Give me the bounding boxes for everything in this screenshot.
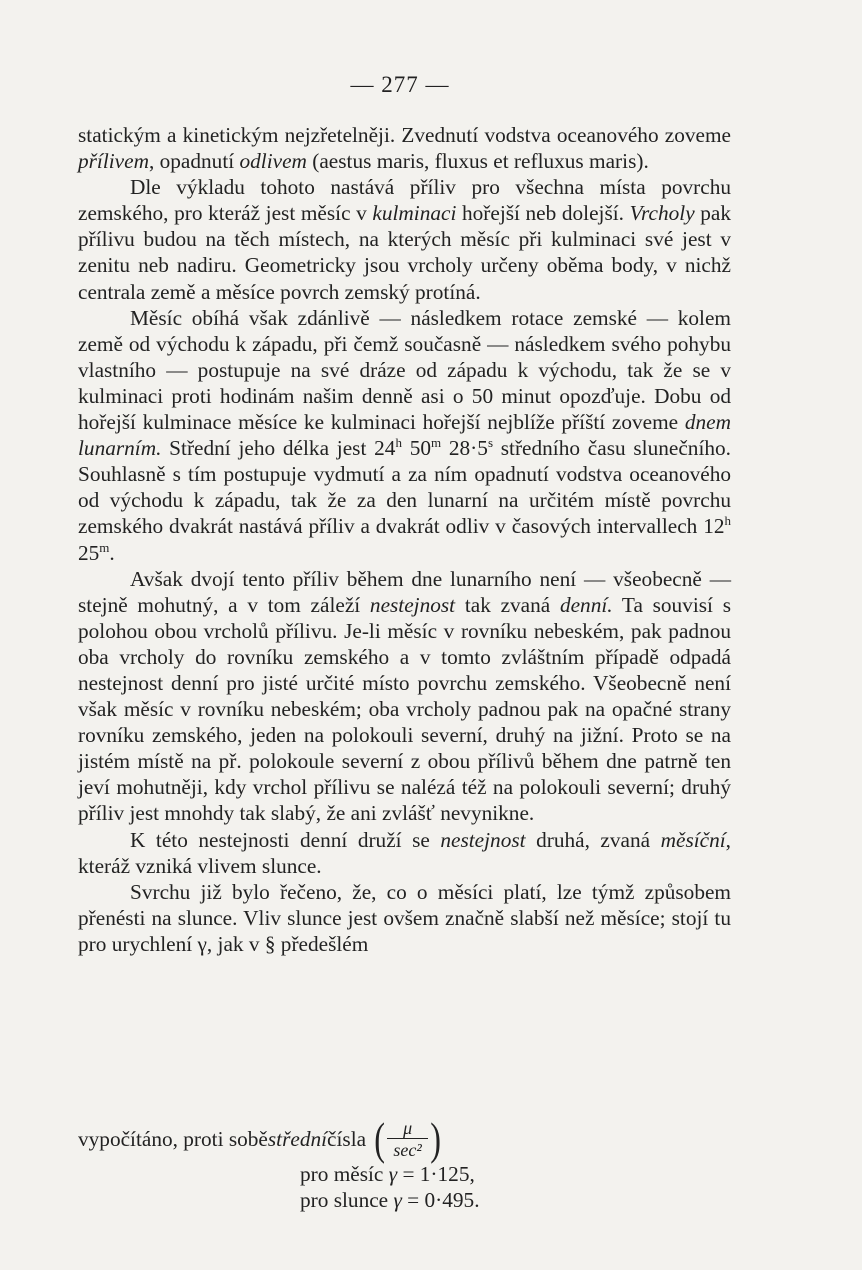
paragraph (78, 566, 731, 827)
gamma-symbol: γ (388, 1162, 398, 1186)
text-run: K této nestejnosti denní druží se (130, 827, 441, 852)
text-run: Svrchu již bylo řečeno, že, co o měsíci platí, lze týmž způsobem přenésti na slunce. Vliv slunce jest ovšem značně slabší než měsíce; stojí tu pro urychlení γ, jak v § předešlém (78, 879, 731, 956)
formula-italic-word: střední (267, 1126, 328, 1151)
italic-text: kulminaci (372, 201, 457, 226)
italic-text: nestejnost (369, 592, 456, 617)
text-run: 28·5 (441, 436, 488, 461)
superscript: h (395, 435, 402, 451)
text-run: hořejší neb dolejší. (456, 201, 630, 226)
formula-line (78, 1113, 731, 1164)
text-run: (aestus maris, fluxus et refluxus maris). (306, 149, 649, 174)
text-run: středního času slunečního. Souhlasně s tím postupuje vydmutí a za ním opadnutí vodstva oceanového od východu k západu, tak že za den lunarní na určitém místě povrchu zemského dvakrát nastává příliv a dvakrát odliv v časových intervallech 12 (78, 436, 731, 539)
formula-text-before: vypočítáno, proti sobě (78, 1126, 268, 1151)
paragraph (78, 174, 731, 304)
paragraph (78, 305, 731, 566)
equation-label: pro měsíc (300, 1162, 389, 1186)
text-run: , opadnutí (148, 149, 240, 174)
gamma-symbol: γ (393, 1188, 402, 1212)
italic-text: měsíční (660, 827, 726, 852)
fraction-body (387, 1118, 427, 1161)
left-paren: ( (374, 1113, 386, 1164)
fraction-numerator: μ (403, 1117, 413, 1138)
italic-text: dnem lunarním. (78, 410, 731, 461)
italic-text: Vrcholy (629, 201, 695, 226)
text-run: Střední jeho délka jest 24 (161, 436, 396, 461)
equation-value: = 1·125, (397, 1162, 475, 1186)
superscript: s (487, 435, 493, 451)
text-run: statickým a kinetickým nejzřetelněji. Zvednutí vodstva oceanového zoveme (78, 123, 731, 147)
text-run: . (109, 540, 115, 565)
text-run: 50 (401, 436, 431, 461)
text-run: Dle výkladu tohoto nastává příliv pro všechna místa povrchu zemského, pro kteráž jest měsíc v (78, 175, 731, 226)
superscript: m (431, 435, 442, 451)
text-run: pak přílivu budou na těch místech, na kterých měsíc při kulminaci své jest v zenitu neb nadiru. Geometricky jsou vrcholy určeny oběma body, v nichž centrala země a měsíce povrch zemský protíná. (78, 201, 732, 304)
text-run: Avšak dvojí tento příliv během dne lunarního není — všeobecně — stejně mohutný, a v tom záleží (78, 566, 731, 617)
fraction-denominator: sec² (387, 1138, 427, 1161)
equation-sun (300, 1188, 480, 1213)
italic-text: odlivem (239, 149, 307, 174)
equation-label: pro slunce (300, 1188, 394, 1212)
text-run: 25 (78, 540, 100, 565)
page-number: — 277 — (350, 72, 450, 97)
text-run: tak zvaná (455, 592, 560, 617)
text-run: Ta souvisí s polohou obou vrcholů přílivu. Je-li měsíc v rovníku nebeském, pak padnou oba vrcholy do rovníku zemského a v tomto zvláštním případě odpadá nestejnost denní pro jisté určité místo povrchu zemského. Všeobecně není však měsíc v rovníku nebeském; oba vrcholy padnou pak na opačné strany rovníku zemského, jeden na polokouli severní, druhý na jižní. Proto se na jistém místě na př. polokoule severní z obou přílivů během dne patrně ten jeví mohutněji, kdy vrchol přílivu se nalézá též na polokouli severní; druhý příliv jest mnohdy tak slabý, že ani zvlášť nevynikne. (78, 592, 731, 826)
formula-text-after: čísla (327, 1126, 367, 1151)
italic-text: přílivem (78, 149, 149, 174)
italic-text: nestejnost (440, 827, 526, 852)
paragraph (78, 827, 731, 879)
text-run: Měsíc obíhá však zdánlivě — následkem rotace zemské — kolem země od východu k západu, při čemž současně — následkem svého pohybu vlastního — postupuje na své dráze od západu k východu, tak že se v kulminaci proti hodinám našim denně asi o 50 minut opozďuje. Dobu od hořejší kulminace měsíce ke kulminaci hořejší nejblíže příští zoveme (78, 305, 731, 435)
italic-text: denní. (559, 592, 613, 617)
paragraph (78, 879, 731, 957)
fraction (372, 1113, 443, 1164)
superscript: m (99, 539, 110, 555)
text-run: , kteráž vzniká vlivem slunce. (78, 827, 731, 878)
right-paren: ) (430, 1113, 441, 1164)
superscript: h (724, 513, 731, 529)
body-text (78, 122, 731, 957)
text-run: druhá, zvaná (525, 827, 661, 852)
paragraph (78, 122, 731, 174)
equation-moon (300, 1162, 475, 1187)
equation-value: = 0·495. (401, 1188, 480, 1212)
